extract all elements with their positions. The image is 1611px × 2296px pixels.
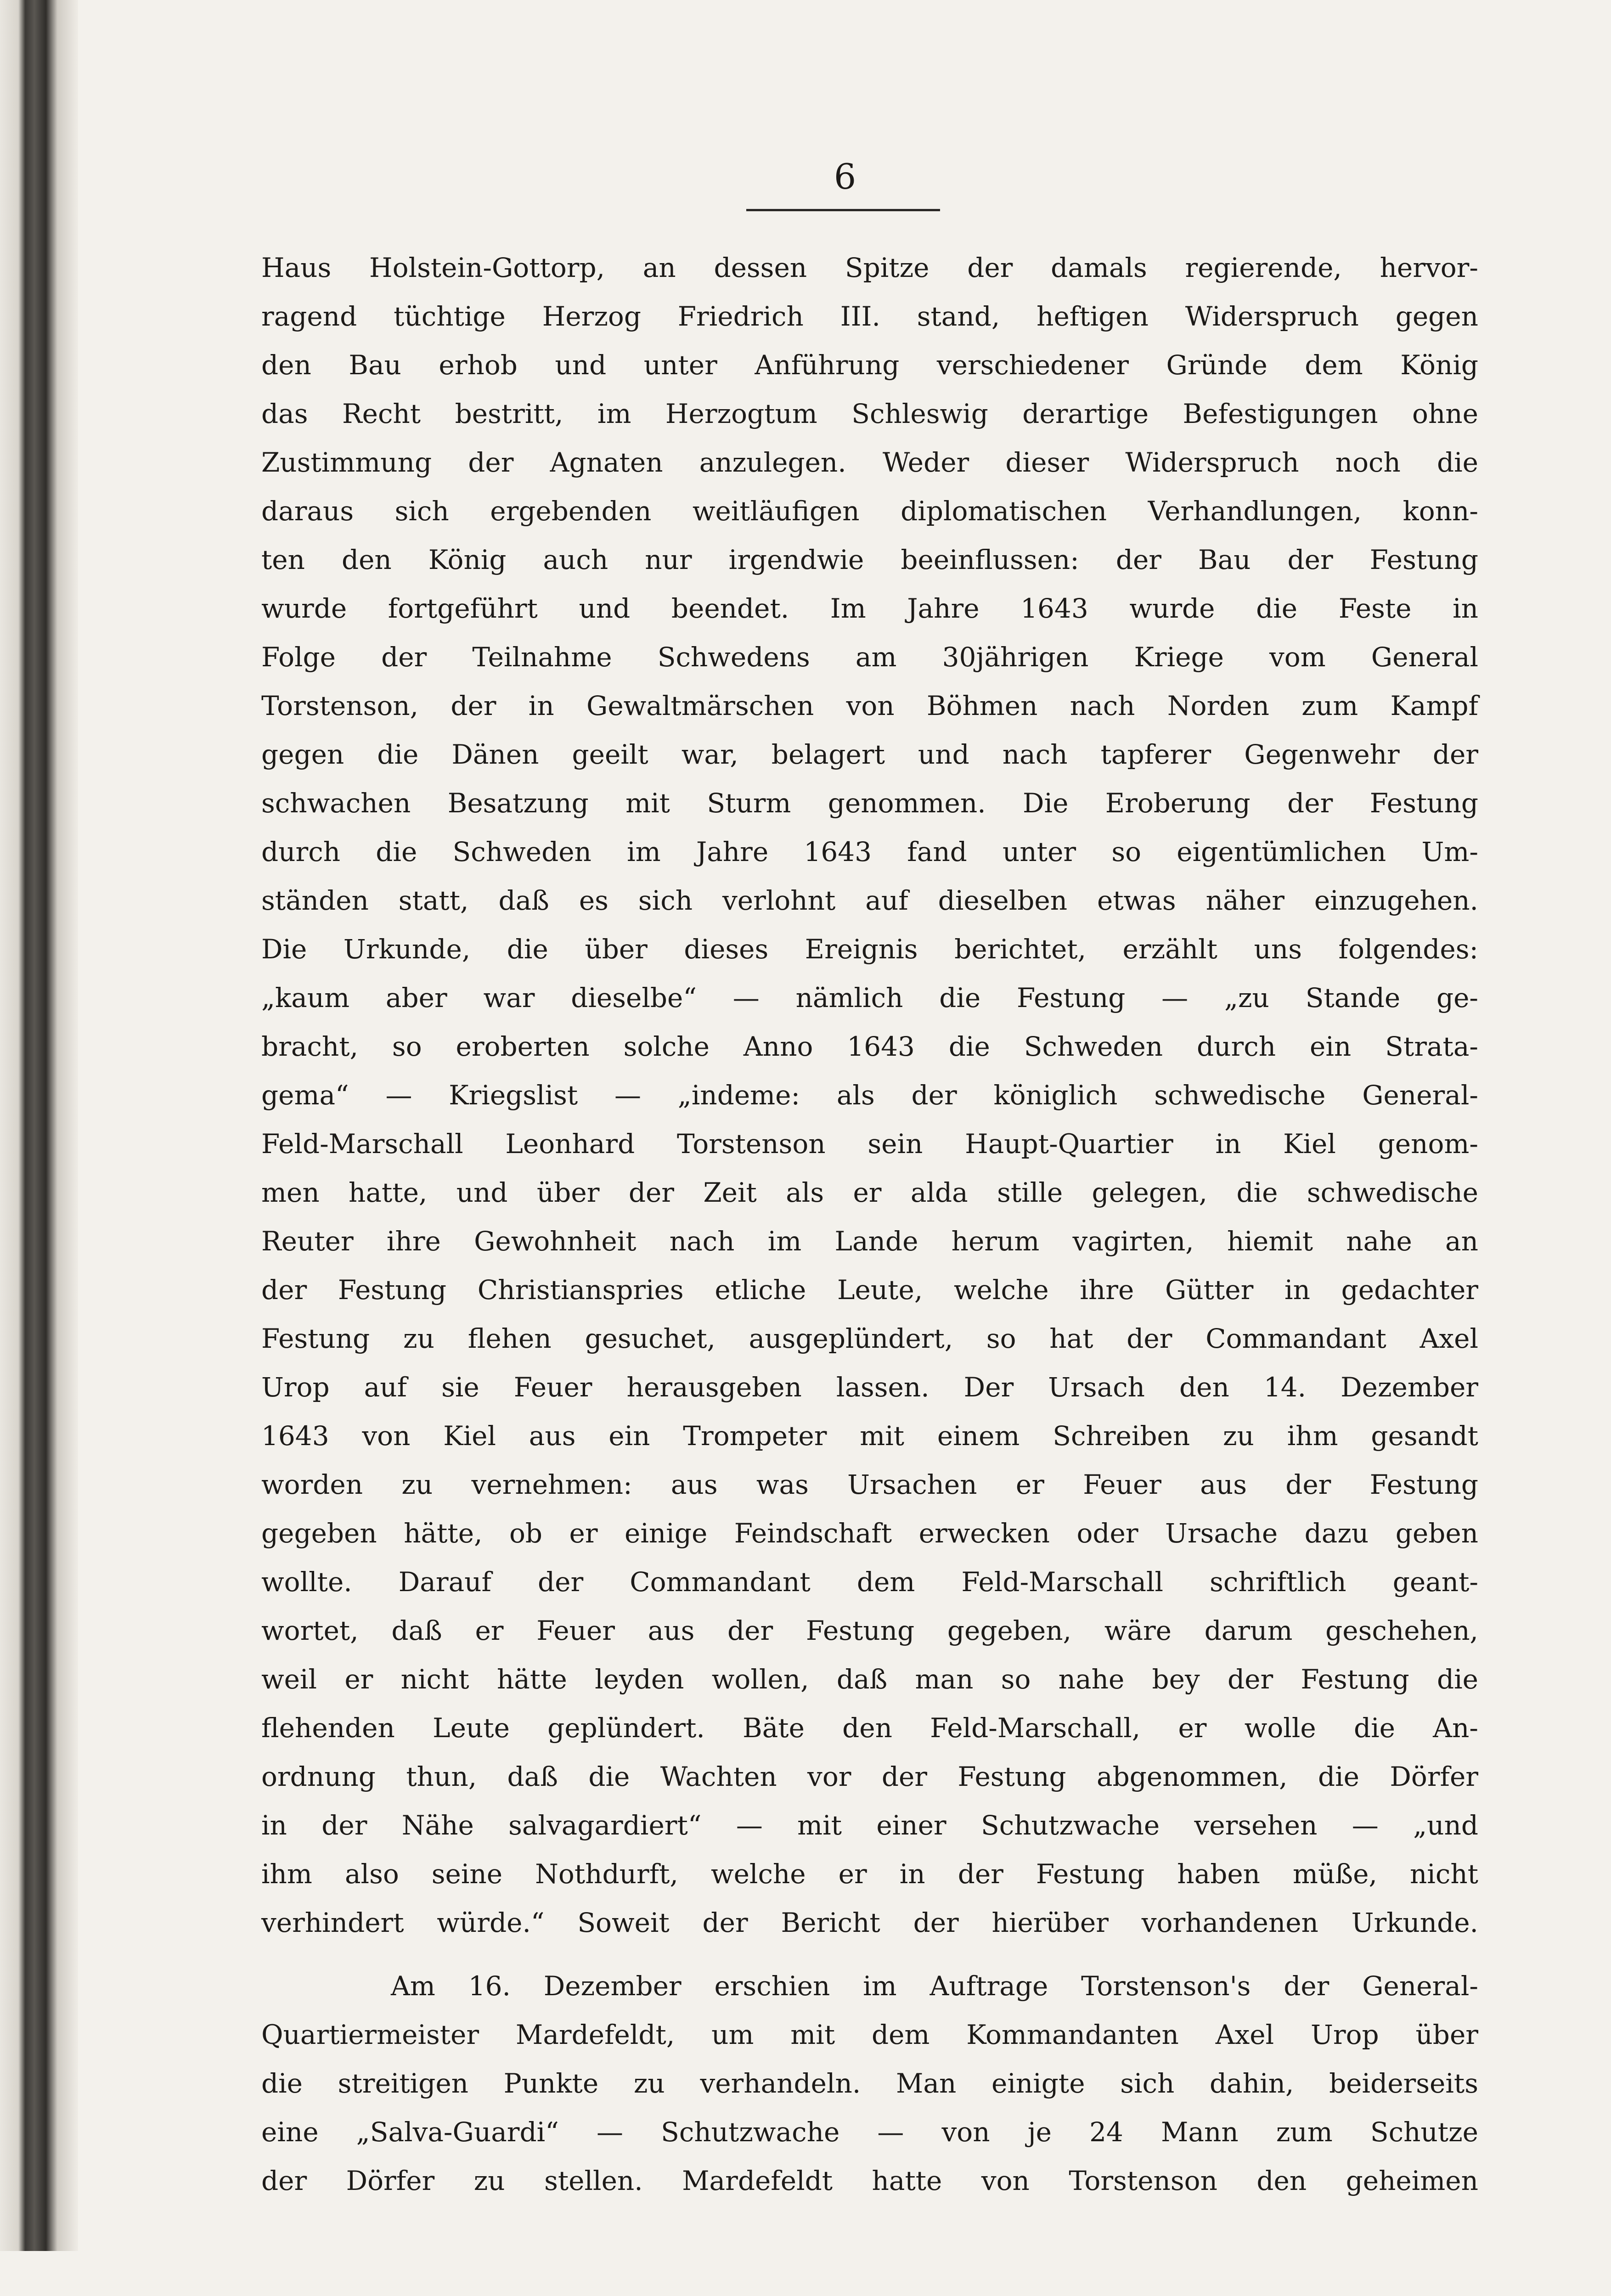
text-line: 1643 von Kiel aus ein Trompeter mit einem Schreiben zu ihm gesandt [261,1420,1478,1452]
text-line: wollte. Darauf der Commandant dem Feld-Marschall schriftlich geant- [261,1566,1478,1598]
text-line: in der Nähe salvagardiert“ — mit einer Schutzwache versehen — „und [261,1810,1478,1841]
text-line: worden zu vernehmen: aus was Ursachen er Feuer aus der Festung [261,1469,1478,1500]
text-line: wurde fortgeführt und beendet. Im Jahre 1643 wurde die Feste in [261,593,1478,624]
text-line: Feld-Marschall Leonhard Torstenson sein Haupt-Quartier in Kiel genom- [261,1128,1478,1159]
text-line: Haus Holstein-Gottorp, an dessen Spitze der damals regierende, hervor- [261,252,1478,283]
text-line: ständen statt, daß es sich verlohnt auf dieselben etwas näher einzugehen. [261,885,1478,916]
text-line: durch die Schweden im Jahre 1643 fand unter so eigentümlichen Um- [261,836,1478,867]
text-line: ordnung thun, daß die Wachten vor der Festung abgenommen, die Dörfer [261,1761,1478,1792]
text-line: flehenden Leute geplündert. Bäte den Feld-Marschall, er wolle die An- [261,1712,1478,1744]
text-line: Die Urkunde, die über dieses Ereignis berichtet, erzählt uns folgendes: [261,934,1478,965]
text-line: Am 16. Dezember erschien im Auftrage Torstenson's der General- [391,1970,1478,2002]
text-line: ragend tüchtige Herzog Friedrich III. stand, heftigen Widerspruch gegen [261,301,1478,332]
text-line: Festung zu flehen gesuchet, ausgeplündert, so hat der Commandant Axel [261,1323,1478,1354]
text-line: die streitigen Punkte zu verhandeln. Man einigte sich dahin, beiderseits [261,2068,1478,2099]
text-line: der Dörfer zu stellen. Mardefeldt hatte von Torstenson den geheimen [261,2165,1478,2196]
text-line: Reuter ihre Gewohnheit nach im Lande herum vagirten, hiemit nahe an [261,1226,1478,1257]
page-number-rule [746,209,940,211]
text-line: gegen die Dänen geeilt war, belagert und nach tapferer Gegenwehr der [261,739,1478,770]
book-binding-edge [0,0,78,2251]
text-line: Folge der Teilnahme Schwedens am 30jährigen Kriege vom General [261,642,1478,673]
text-line: bracht, so eroberten solche Anno 1643 die Schweden durch ein Strata- [261,1031,1478,1062]
text-line: der Festung Christianspries etliche Leute, welche ihre Gütter in gedachter [261,1274,1478,1306]
text-line: Zustimmung der Agnaten anzulegen. Weder dieser Widerspruch noch die [261,447,1478,478]
text-line: gema“ — Kriegslist — „indeme: als der königlich schwedische General- [261,1080,1478,1111]
paragraph-gap [261,1947,1478,1962]
text-line: Torstenson, der in Gewaltmärschen von Böhmen nach Norden zum Kampf [261,690,1478,721]
text-line: verhindert würde.“ Soweit der Bericht der hierüber vorhandenen Urkunde. [261,1907,1478,1938]
text-line: eine „Salva-Guardi“ — Schutzwache — von je 24 Mann zum Schutze [261,2116,1478,2148]
body-text [261,243,1478,2205]
text-line: den Bau erhob und unter Anführung verschiedener Gründe dem König [261,349,1478,381]
text-line: daraus sich ergebenden weitläufigen diplomatischen Verhandlungen, konn- [261,495,1478,527]
text-line: das Recht bestritt, im Herzogtum Schleswig derartige Befestigungen ohne [261,398,1478,429]
text-line: ihm also seine Nothdurft, welche er in der Festung haben müße, nicht [261,1858,1478,1890]
page-number: 6 [834,156,856,197]
text-line: „kaum aber war dieselbe“ — nämlich die Festung — „zu Stande ge- [261,982,1478,1013]
text-line: schwachen Besatzung mit Sturm genommen. Die Eroberung der Festung [261,788,1478,819]
text-line: gegeben hätte, ob er einige Feindschaft erwecken oder Ursache dazu geben [261,1518,1478,1549]
text-line: weil er nicht hätte leyden wollen, daß man so nahe bey der Festung die [261,1664,1478,1695]
text-line: Urop auf sie Feuer herausgeben lassen. Der Ursach den 14. Dezember [261,1372,1478,1403]
text-line: men hatte, und über der Zeit als er alda stille gelegen, die schwedische [261,1177,1478,1208]
text-line: ten den König auch nur irgendwie beeinflussen: der Bau der Festung [261,544,1478,575]
text-line: Quartiermeister Mardefeldt, um mit dem Kommandanten Axel Urop über [261,2019,1478,2050]
text-line: wortet, daß er Feuer aus der Festung gegeben, wäre darum geschehen, [261,1615,1478,1646]
